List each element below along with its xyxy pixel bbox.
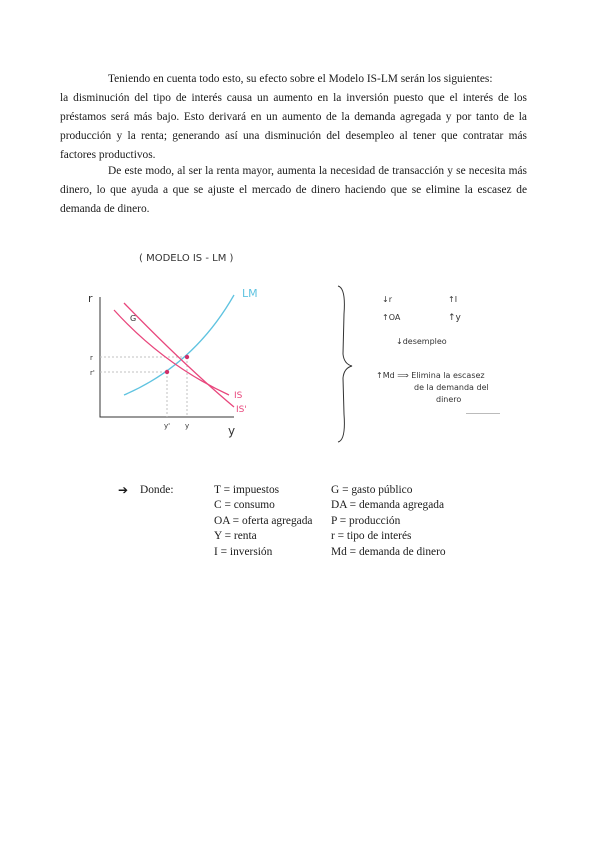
paragraph-1-body: la disminución del tipo de interés causa un aumento en la inversión puesto que el interés de los préstamos será más bajo. Esto derivará en un aumento de la demanda agregada y por tanto de la producción y la renta; generando así una disminución del desempleo al tener que contratar más factores productivos. — [60, 92, 527, 161]
y-prime-tick: y' — [164, 422, 171, 430]
is-prime-curve — [124, 303, 234, 407]
note-r-down: ↓r — [382, 295, 392, 304]
graph-title: ( MODELO IS - LM ) — [139, 253, 234, 264]
lm-label: LM — [242, 287, 258, 300]
paragraph-1-first-line: Teniendo en cuenta todo esto, su efecto sobre el Modelo IS-LM serán los siguientes: — [108, 73, 493, 85]
y-tick: y — [185, 422, 190, 430]
x-axis-label: y — [228, 424, 236, 438]
paragraph-money-market — [60, 162, 527, 219]
is-label: IS — [234, 391, 243, 401]
is-prime-label: IS' — [236, 405, 247, 415]
legend-item: G = gasto público — [331, 484, 413, 496]
legend-item: r = tipo de interés — [331, 530, 412, 543]
note-underline — [466, 413, 500, 414]
legend-item: Y = renta — [214, 530, 257, 543]
equilibrium-point-final — [185, 355, 189, 359]
legend-item: T = impuestos — [214, 484, 280, 496]
note-unemployment-down: ↓desempleo — [396, 337, 447, 346]
arrow-icon: ➔ — [118, 483, 129, 497]
note-oa-up: ↑OA — [382, 313, 401, 322]
r-tick: r — [90, 354, 93, 362]
note-y-up: ↑y — [448, 313, 461, 323]
note-md-line-3: dinero — [436, 395, 462, 404]
equilibrium-point-initial — [165, 370, 169, 374]
legend-item: DA = demanda agregada — [331, 499, 445, 512]
legend-item: OA = oferta agregada — [214, 514, 313, 527]
r-prime-tick: r' — [90, 369, 95, 377]
y-axis-label: r — [88, 292, 93, 305]
legend-item: I = inversión — [214, 545, 273, 558]
right-brace — [330, 284, 360, 444]
legend-item: Md = demanda de dinero — [331, 545, 446, 558]
paragraph-effects — [60, 70, 527, 165]
legend-column-1 — [214, 483, 312, 560]
lm-curve — [124, 295, 234, 395]
g-label: G — [130, 314, 137, 323]
note-investment-up: ↑I — [448, 295, 458, 304]
paragraph-2-body: De este modo, al ser la renta mayor, aumenta la necesidad de transacción y se necesita más dinero, lo que ayuda a que se ajuste el mercado de dinero haciendo que se elimine la escasez de demanda de dinero. — [60, 165, 527, 215]
legend-column-2 — [331, 483, 446, 560]
legend-item: C = consumo — [214, 499, 275, 512]
is-lm-graph — [84, 245, 284, 445]
legend-item: P = producción — [331, 514, 401, 527]
note-md-line-1: ↑Md ⟹ Elimina la escasez — [376, 371, 485, 380]
legend-title: Donde: — [140, 484, 174, 496]
note-md-line-2: de la demanda del — [414, 383, 489, 392]
